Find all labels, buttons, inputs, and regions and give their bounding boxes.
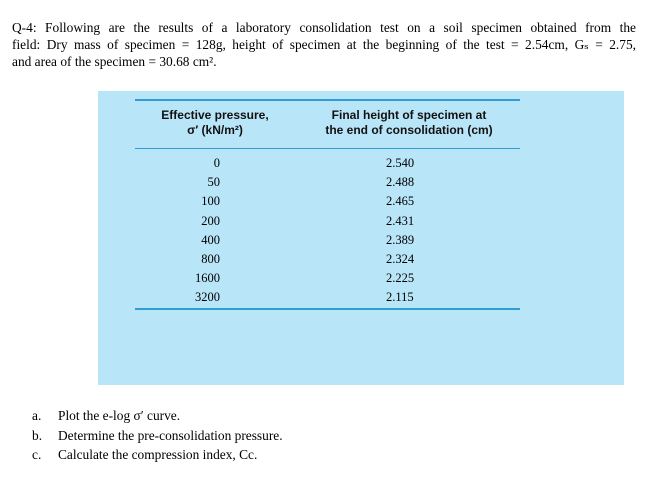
pressure-cell: 200 <box>201 213 220 228</box>
table-header-rule <box>135 148 520 149</box>
question-line: Q-4: Following are the results of a laboratory consolidation test on a soil specimen obtained from the <box>12 20 636 35</box>
header-line: σ′ (kN/m²) <box>187 123 243 137</box>
height-cell: 2.324 <box>386 251 415 266</box>
pressure-cell: 400 <box>201 232 220 247</box>
height-cell: 2.488 <box>386 175 415 190</box>
table-top-rule <box>135 99 520 101</box>
header-effective-pressure <box>135 108 295 138</box>
task-text: Plot the e-log σ′ curve. <box>58 408 181 423</box>
height-cell: 2.540 <box>386 156 415 170</box>
table-bottom-rule <box>135 308 520 310</box>
task-marker: a. <box>32 408 42 423</box>
pressure-cell: 800 <box>201 251 220 266</box>
header-final-height <box>298 108 520 138</box>
pressure-cell: 1600 <box>195 271 220 286</box>
pressure-column <box>168 154 220 308</box>
header-line: Final height of specimen at <box>331 108 487 122</box>
height-column <box>386 154 446 308</box>
question-line: field: Dry mass of specimen = 128g, height of specimen at the beginning of the test = 2.54cm, Gₛ = 2.75, <box>12 37 636 52</box>
header-line: Effective pressure, <box>161 108 269 122</box>
task-list <box>32 406 283 465</box>
header-line: the end of consolidation (cm) <box>325 123 493 137</box>
task-item <box>32 406 283 426</box>
task-text: Determine the pre-consolidation pressure. <box>58 427 283 443</box>
height-cell: 2.225 <box>386 271 415 286</box>
task-item <box>32 445 283 465</box>
height-cell: 2.389 <box>386 232 415 247</box>
task-text: Calculate the compression index, Cc. <box>58 447 258 462</box>
consolidation-table <box>98 91 624 385</box>
task-marker: b. <box>32 427 43 443</box>
question-line: and area of the specimen = 30.68 cm². <box>12 54 217 69</box>
task-item <box>32 426 283 446</box>
height-cell: 2.465 <box>386 194 415 209</box>
pressure-cell: 3200 <box>195 290 220 305</box>
pressure-cell: 0 <box>213 156 220 170</box>
height-cell: 2.115 <box>386 290 414 305</box>
pressure-cell: 50 <box>207 175 220 190</box>
task-marker: c. <box>32 447 42 462</box>
pressure-cell: 100 <box>201 194 220 209</box>
height-cell: 2.431 <box>386 213 415 228</box>
question-text <box>12 19 636 70</box>
